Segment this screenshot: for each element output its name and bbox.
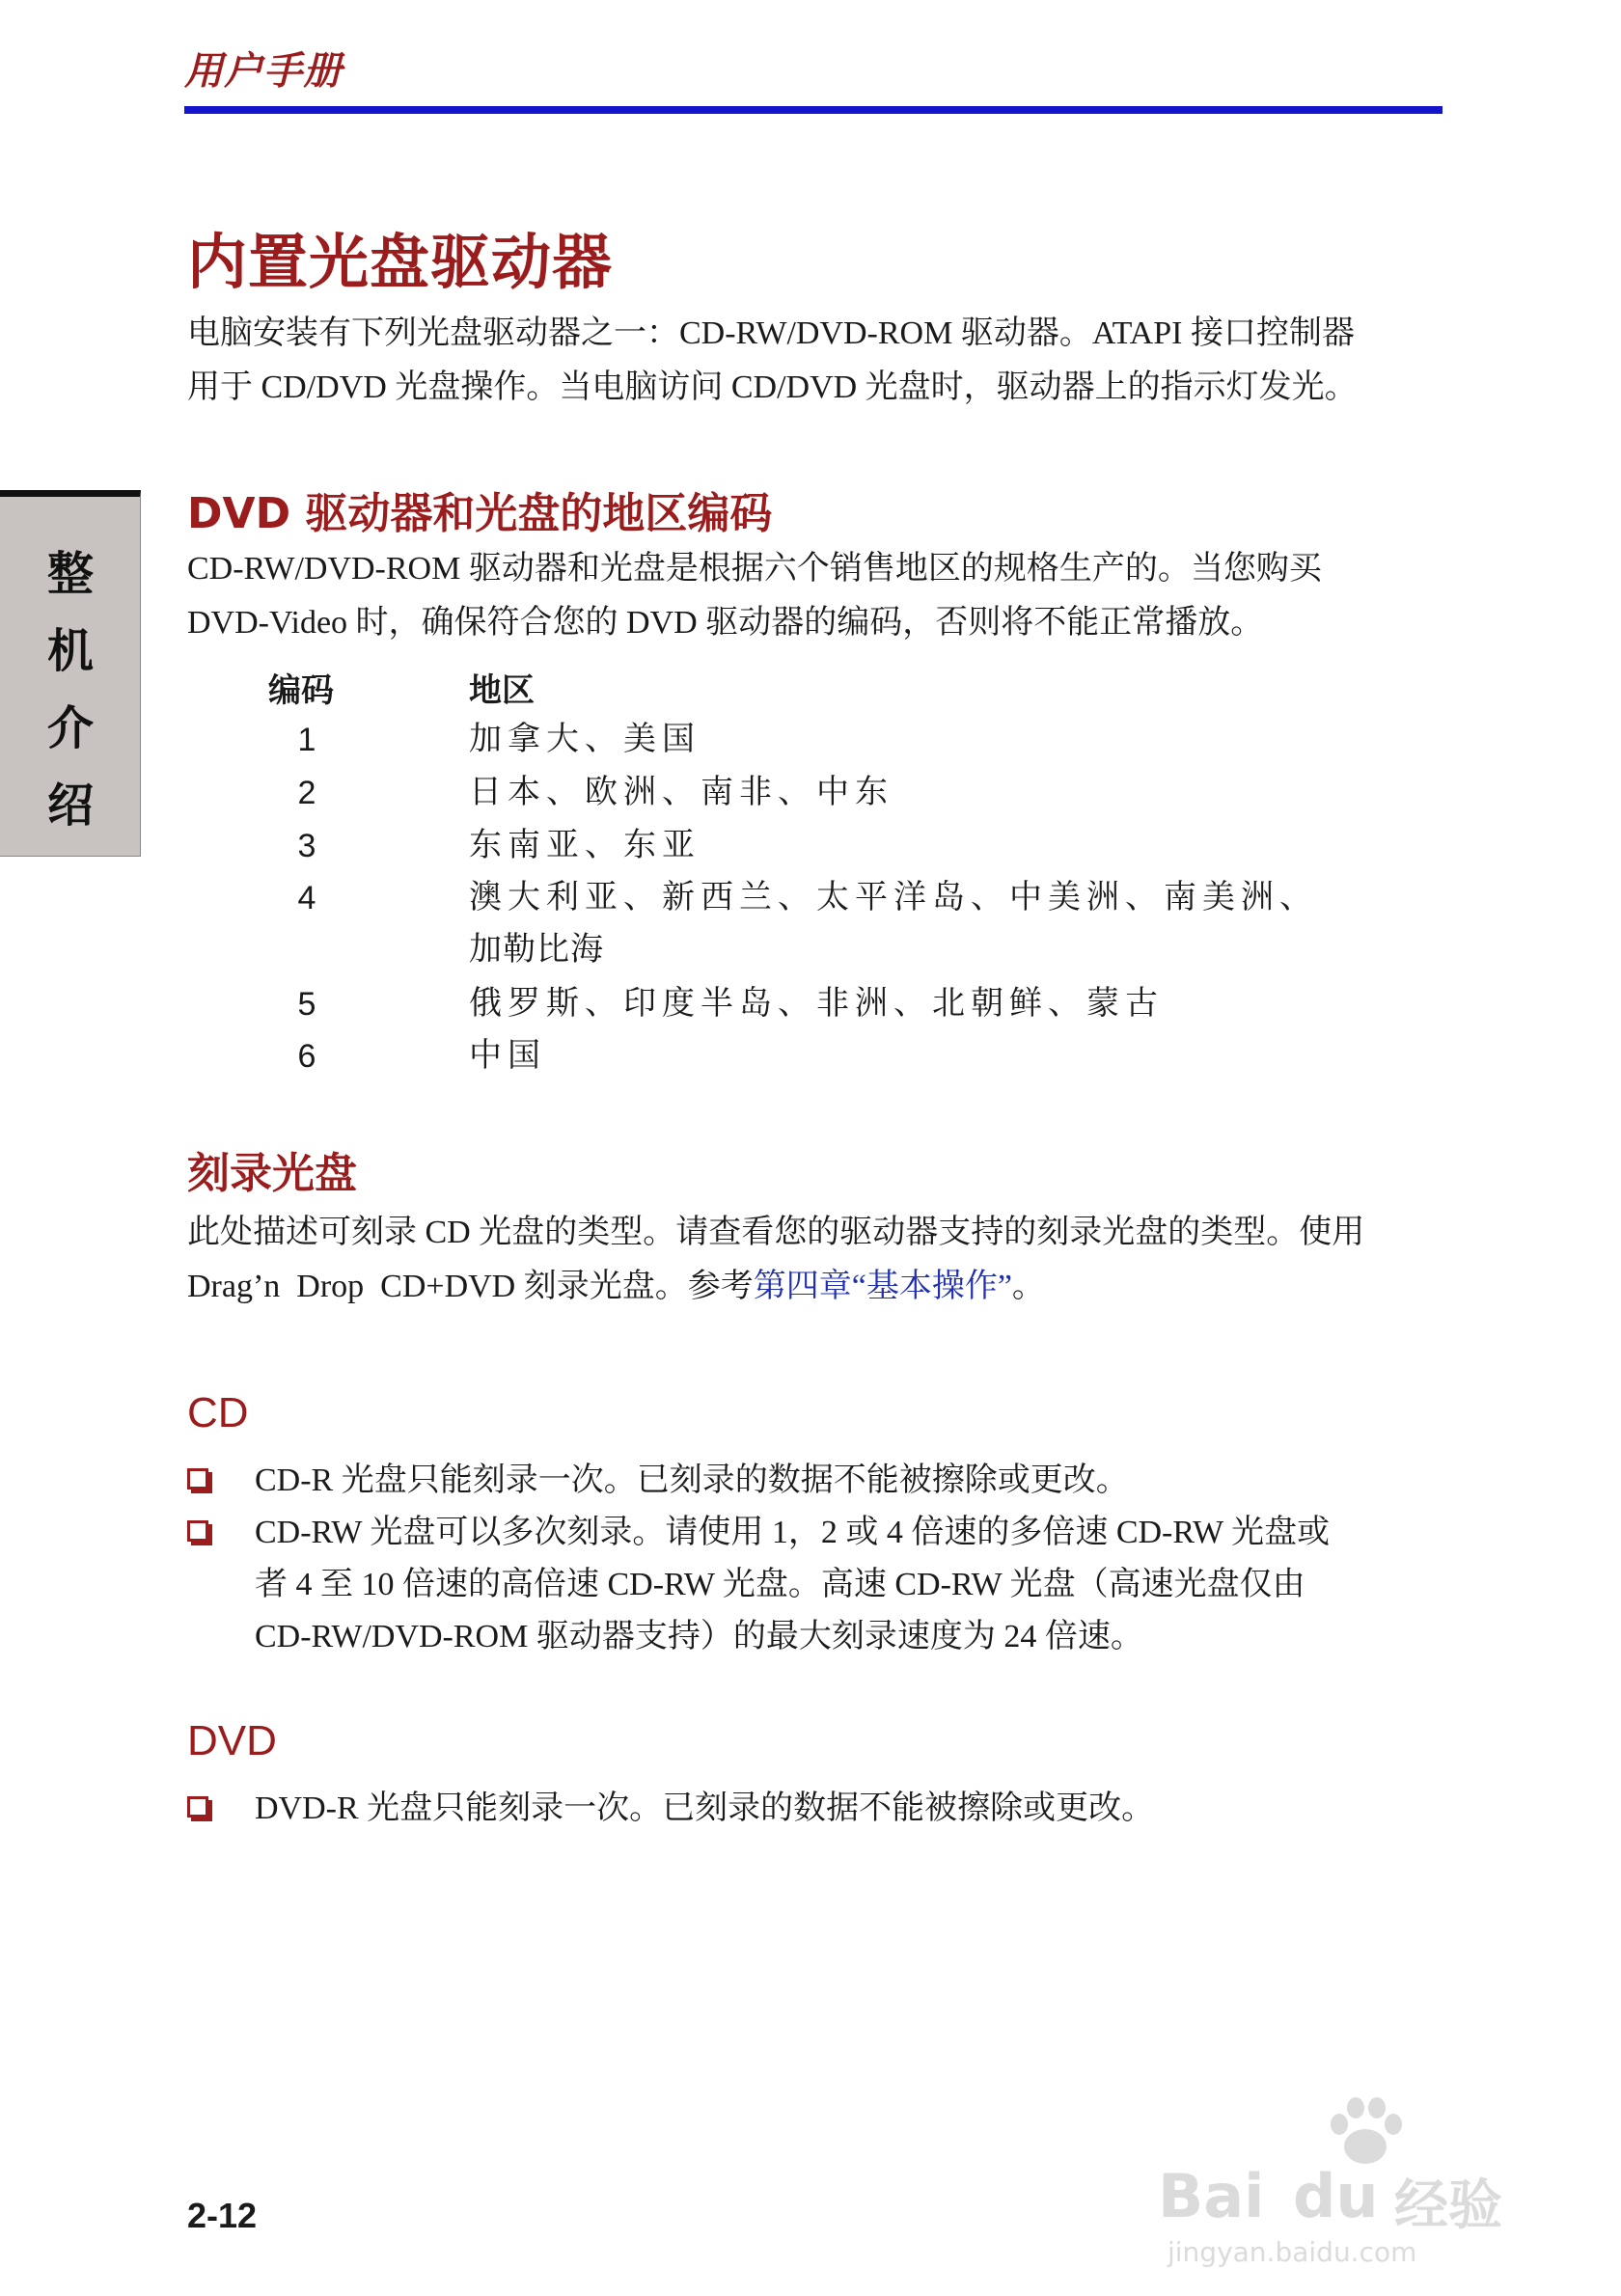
- table-cell-code: 6: [297, 1038, 316, 1075]
- table-cell-region-cont: 加勒比海: [469, 932, 604, 968]
- table-header-region: 地区: [469, 671, 535, 710]
- page-number: 2-12: [187, 2196, 258, 2235]
- intro-line-1: 电脑安装有下列光盘驱动器之一：CD-RW/DVD-ROM 驱动器。ATAPI 接口控制器: [187, 315, 1355, 351]
- table-cell-code: 2: [297, 775, 316, 811]
- header-rule: [184, 106, 1442, 114]
- intro-paragraph: [187, 307, 1451, 415]
- watermark-brand: Bai: [1158, 2161, 1265, 2231]
- bullet-box-icon: [187, 1520, 208, 1542]
- table-cell-region: 东南亚、东亚: [469, 828, 701, 863]
- burn-line-2-text: Drag’n Drop CD+DVD 刻录光盘。参考: [187, 1269, 754, 1304]
- chapter-title: 内置光盘驱动器: [187, 227, 614, 297]
- list-item-text-line-2: 者 4 至 10 倍速的高倍速 CD-RW 光盘。高速 CD-RW 光盘（高速光盘仅由: [255, 1567, 1305, 1602]
- table-cell-code: 5: [297, 986, 316, 1023]
- burn-heading: 刻录光盘: [187, 1149, 357, 1198]
- table-header-code: 编码: [268, 671, 334, 710]
- list-item: [187, 1783, 1451, 1835]
- watermark: [1158, 2093, 1563, 2267]
- intro-line-2: 用于 CD/DVD 光盘操作。当电脑访问 CD/DVD 光盘时，驱动器上的指示灯发光。: [187, 369, 1358, 405]
- bullet-box-icon: [187, 1796, 208, 1818]
- dvd-heading: DVD: [187, 1717, 277, 1764]
- burn-paragraph: [187, 1206, 1451, 1314]
- paw-icon: [1322, 2093, 1409, 2171]
- region-paragraph: [187, 542, 1451, 650]
- chapter-link[interactable]: 第四章“基本操作”: [753, 1269, 1012, 1304]
- watermark-brand-2: du: [1293, 2161, 1379, 2231]
- bullet-box-icon: [187, 1468, 208, 1490]
- table-cell-code: 4: [297, 880, 316, 916]
- table-cell-code: 3: [297, 828, 316, 864]
- list-item: [187, 1507, 1451, 1663]
- list-item-text-line-3: CD-RW/DVD-ROM 驱动器支持）的最大刻录速度为 24 倍速。: [255, 1619, 1143, 1654]
- list-item: [187, 1455, 1451, 1507]
- side-tab-label: 整 机 介 绍: [46, 547, 94, 833]
- table-cell-region: 澳大利亚、新西兰、太平洋岛、中美洲、南美洲、: [469, 880, 1318, 916]
- watermark-brand-cn: 经验: [1394, 2174, 1502, 2237]
- list-item-text: DVD-R 光盘只能刻录一次。已刻录的数据不能被擦除或更改。: [255, 1790, 1155, 1826]
- region-line-1: CD-RW/DVD-ROM 驱动器和光盘是根据六个销售地区的规格生产的。当您购买: [187, 551, 1322, 587]
- region-line-2: DVD-Video 时，确保符合您的 DVD 驱动器的编码，否则将不能正常播放。: [187, 605, 1264, 641]
- watermark-url: jingyan.baidu.com: [1168, 2236, 1417, 2268]
- table-cell-region: 俄罗斯、印度半岛、非洲、北朝鲜、蒙古: [469, 986, 1164, 1022]
- table-cell-region: 加拿大、美国: [469, 722, 701, 757]
- burn-line-2-end: 。: [1011, 1269, 1045, 1304]
- list-item-text-line-1: CD-RW 光盘可以多次刻录。请使用 1，2 或 4 倍速的多倍速 CD-RW 光盘或: [255, 1515, 1331, 1550]
- table-cell-code: 1: [297, 722, 316, 758]
- list-item-text: CD-R 光盘只能刻录一次。已刻录的数据不能被擦除或更改。: [255, 1462, 1129, 1498]
- table-cell-region: 日本、欧洲、南非、中东: [469, 775, 893, 810]
- cd-heading: CD: [187, 1389, 249, 1436]
- burn-line-2: [187, 1260, 1451, 1314]
- running-header: 用户手册: [184, 50, 343, 93]
- table-cell-region: 中国: [469, 1038, 546, 1074]
- region-heading: DVD 驱动器和光盘的地区编码: [187, 489, 773, 538]
- side-tab: [0, 490, 141, 857]
- burn-line-1: 此处描述可刻录 CD 光盘的类型。请查看您的驱动器支持的刻录光盘的类型。使用: [187, 1215, 1365, 1250]
